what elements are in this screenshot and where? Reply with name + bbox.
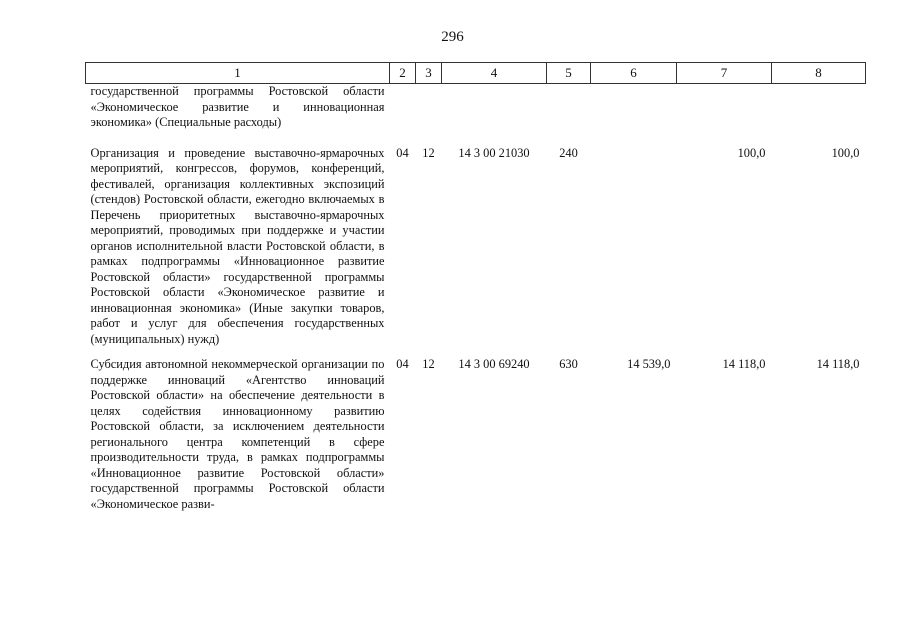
- row-expense-type: [547, 84, 591, 146]
- header-row: [86, 63, 866, 84]
- row-target-article: 14 3 00 21030: [458, 145, 530, 160]
- row-amount-col6: [591, 146, 677, 358]
- row-amount-col8: 100,0: [831, 145, 860, 160]
- row-subsection: 12: [422, 145, 435, 160]
- row-expense-type: 240: [559, 145, 578, 160]
- header-cell-6: 6: [591, 63, 677, 84]
- row-subsection: [416, 84, 442, 146]
- table-body: [86, 84, 866, 523]
- header-cell-8: 8: [772, 63, 866, 84]
- header-cell-5: 5: [547, 63, 591, 84]
- row-amount-col7: [677, 84, 772, 146]
- table-row: [86, 357, 866, 522]
- table-row: [86, 84, 866, 146]
- header-cell-2: 2: [390, 63, 416, 84]
- row-amount-col7: 14 118,0: [722, 357, 766, 371]
- table-header: [86, 63, 866, 84]
- header-cell-4: 4: [442, 63, 547, 84]
- header-cell-7: 7: [677, 63, 772, 84]
- budget-table: [85, 62, 866, 522]
- row-amount-col7: 100,0: [737, 145, 766, 160]
- row-section: 04: [396, 357, 409, 371]
- row-description: Организация и проведение выставочно-ярмарочных мероприятий, конгрессов, форумов, конференций, фестивалей, организация коллективных экспозиций (стендов) Ростовской области, ежегодно включаемых в Перечень приоритетных выставочно-ярмарочных мероприятий, проводимых при поддержке и участии органов исполнительной власти Ростовской области, в рамках подпрограммы «Инновационное развитие Ростовской области» государственной программы Ростовской области «Экономическое развитие и инновационная экономика» (Иные закупки товаров, работ и услуг для обеспечения государственных (муниципальных) нужд): [90, 145, 385, 346]
- row-description: государственной программы Ростовской области «Экономическое развитие и инновационная экономика» (Специальные расходы): [90, 84, 385, 129]
- row-target-article: [442, 84, 547, 146]
- header-cell-1: 1: [86, 63, 390, 84]
- table-row: [86, 146, 866, 358]
- row-target-article: 14 3 00 69240: [458, 357, 530, 371]
- row-expense-type: 630: [559, 357, 578, 371]
- row-amount-col8: 14 118,0: [816, 357, 860, 371]
- row-subsection: 12: [422, 357, 435, 371]
- row-amount-col8: [772, 84, 866, 146]
- header-cell-3: 3: [416, 63, 442, 84]
- row-amount-col6: [591, 84, 677, 146]
- row-section: 04: [396, 145, 409, 160]
- row-amount-col6: 14 539,0: [627, 357, 671, 371]
- row-description: Субсидия автономной некоммерческой организации по поддержке инноваций «Агентство инноваций Ростовской области» на обеспечение деятельности в целях содействия инновационному развитию Ростовской области, за исключением деятельности регионального центра компетенций в сфере производительности труда, в рамках подпрограммы «Инновационное развитие Ростовской области» государственной программы Ростовской области «Экономическое разви-: [90, 357, 385, 511]
- row-section: [390, 84, 416, 146]
- page-number: 296: [441, 29, 464, 45]
